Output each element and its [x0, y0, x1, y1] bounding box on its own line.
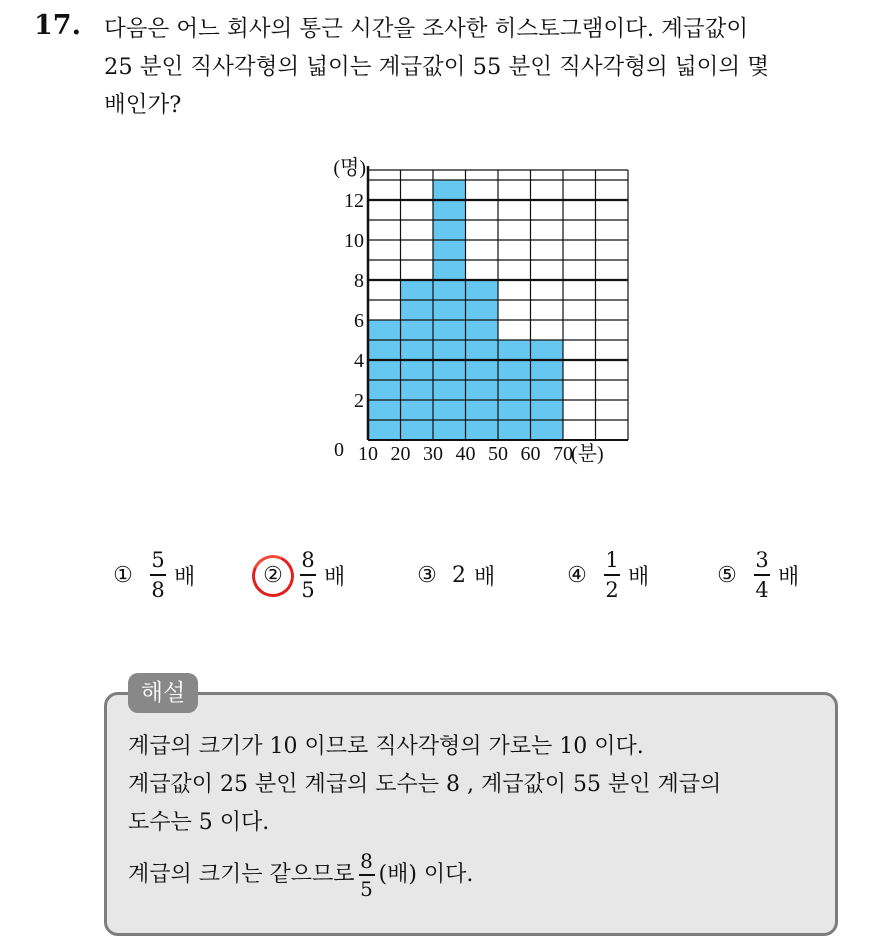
histogram-chart — [320, 150, 660, 475]
choice-fraction — [300, 548, 316, 602]
fraction-numerator: 8 — [360, 849, 373, 873]
x-tick-label: 40 — [455, 443, 476, 465]
choice-fraction — [150, 548, 166, 602]
x-tick-label: 30 — [423, 443, 443, 465]
x-tick-label: 70 — [553, 443, 573, 465]
choice-fraction — [604, 548, 620, 602]
fraction-numerator: 8 — [301, 548, 315, 573]
question-line: 배인가? — [104, 92, 182, 118]
histogram-bar — [433, 180, 466, 440]
y-tick-label: 6 — [354, 310, 364, 332]
y-tick-label: 4 — [354, 350, 364, 372]
choice-number: ② — [258, 563, 288, 588]
choice-value: 2 — [452, 562, 466, 588]
choice-2[interactable] — [258, 540, 345, 610]
fraction-bar — [150, 574, 166, 576]
y-tick-label: 12 — [344, 190, 364, 212]
x-tick-label: 20 — [390, 443, 411, 465]
y-tick-label: 10 — [344, 230, 364, 252]
explanation-suffix: (배) 이다. — [378, 861, 474, 887]
fraction-denominator: 5 — [301, 577, 315, 602]
choice-number: ④ — [567, 562, 587, 588]
explanation-line: 도수는 5 이다. — [128, 810, 270, 835]
explanation-prefix: 계급의 크기는 같으므로 — [128, 861, 355, 887]
question-line: 25 분인 직사각형의 넓이는 계급값이 55 분인 직사각형의 넓이의 몇 — [104, 54, 770, 80]
x-axis-label: (분) — [571, 443, 604, 465]
explanation-fraction — [359, 850, 375, 900]
answer-choices — [0, 540, 884, 610]
choice-number: ③ — [417, 562, 437, 588]
choice-4[interactable] — [562, 540, 649, 610]
choice-unit: 배 — [474, 564, 496, 590]
fraction-denominator: 8 — [151, 577, 165, 602]
explanation-line: 계급의 크기가 10 이므로 직사각형의 가로는 10 이다. — [128, 734, 644, 759]
question-line: 다음은 어느 회사의 통근 시간을 조사한 히스토그램이다. 계급값이 — [104, 16, 749, 42]
question-number: 17. — [34, 10, 81, 41]
choice-number: ① — [113, 562, 133, 588]
fraction-denominator: 4 — [755, 577, 769, 602]
x-tick-label: 10 — [358, 443, 378, 465]
choice-unit: 배 — [324, 564, 346, 590]
explanation-text — [128, 728, 721, 900]
y-tick-label: 2 — [354, 390, 364, 412]
fraction-denominator: 2 — [605, 577, 619, 602]
choice-3[interactable] — [412, 540, 495, 610]
fraction-numerator: 5 — [151, 548, 165, 573]
fraction-numerator: 3 — [755, 548, 769, 573]
fraction-bar — [754, 574, 770, 576]
explanation-line: 계급값이 25 분인 계급의 도수는 8 , 계급값이 55 분인 계급의 — [128, 772, 722, 797]
histogram-bar — [498, 340, 531, 440]
question-text — [104, 10, 874, 124]
explanation-tag: 해설 — [128, 673, 198, 713]
y-tick-label: 8 — [354, 270, 364, 292]
y-axis-label: (명) — [333, 157, 366, 179]
choice-unit: 배 — [628, 564, 650, 590]
choice-unit: 배 — [778, 564, 800, 590]
choice-unit: 배 — [174, 564, 196, 590]
fraction-bar — [604, 574, 620, 576]
choice-fraction — [754, 548, 770, 602]
fraction-denominator: 5 — [360, 876, 373, 901]
histogram-bar — [531, 340, 564, 440]
choice-number: ⑤ — [717, 562, 737, 588]
x-tick-label: 50 — [488, 443, 508, 465]
fraction-bar — [359, 874, 375, 876]
y-tick-label: 0 — [334, 439, 344, 461]
choice-1[interactable] — [108, 540, 195, 610]
x-tick-label: 60 — [520, 443, 541, 465]
explanation-line — [128, 850, 721, 900]
choice-5[interactable] — [712, 540, 799, 610]
fraction-numerator: 1 — [605, 548, 619, 573]
fraction-bar — [300, 574, 316, 576]
